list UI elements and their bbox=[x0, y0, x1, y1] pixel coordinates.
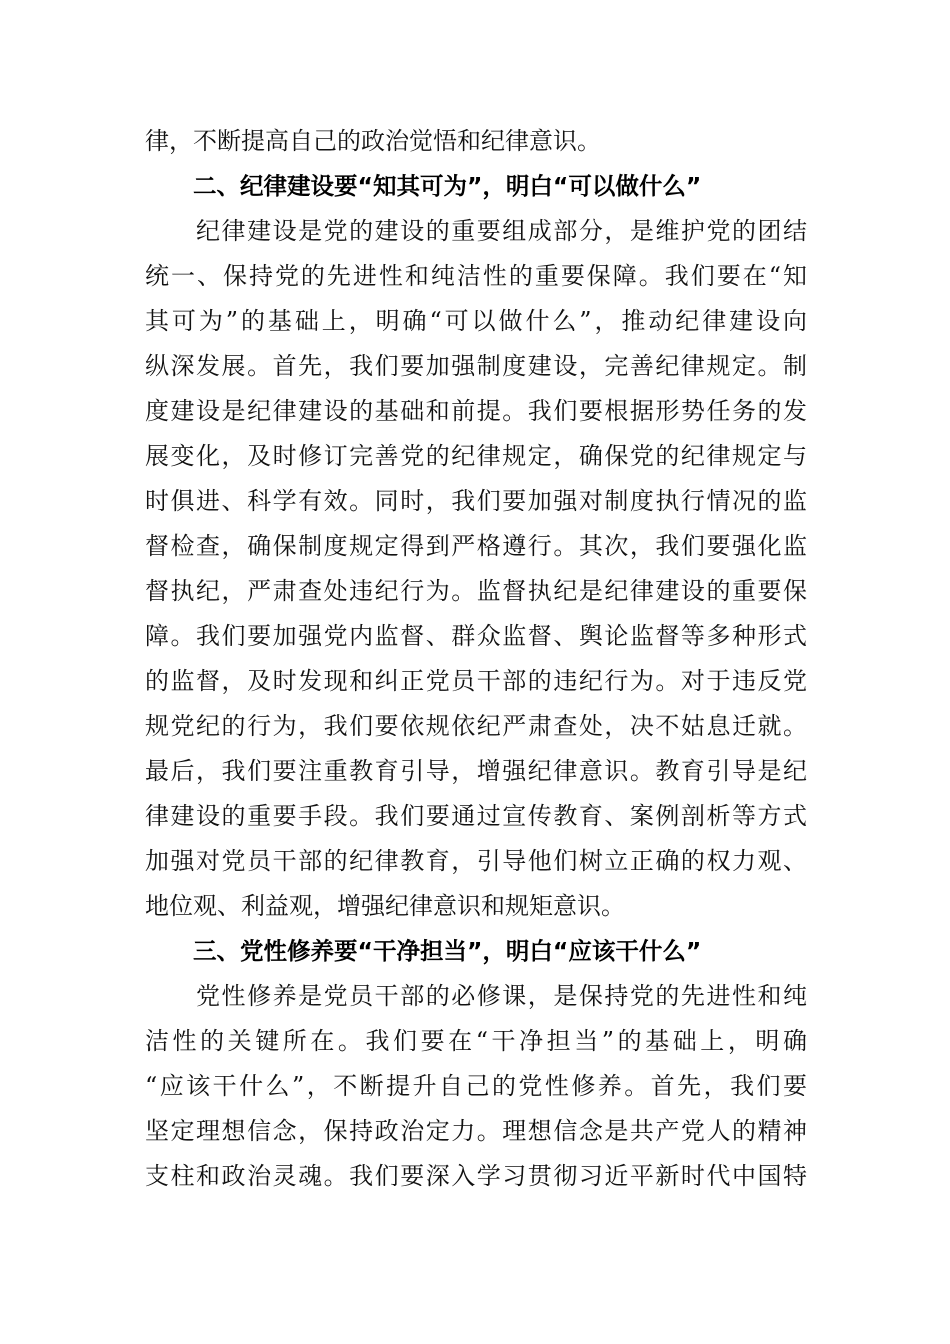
text-line: 党性修养是党员干部的必修课，是保持党的先进性和纯 bbox=[145, 982, 807, 1010]
text-line: 展变化，及时修订完善党的纪律规定，确保党的纪律规定与 bbox=[145, 442, 807, 470]
text-line: 度建设是纪律建设的基础和前提。我们要根据形势任务的发 bbox=[145, 397, 807, 425]
text-line: 加强对党员干部的纪律教育，引导他们树立正确的权力观、 bbox=[145, 847, 807, 875]
paragraph-discipline-building bbox=[145, 209, 807, 929]
paragraph-party-spirit bbox=[145, 974, 807, 1199]
text-line: 督执纪，严肃查处违纪行为。监督执纪是纪律建设的重要保 bbox=[145, 577, 807, 605]
text-line: 的监督，及时发现和纠正党员干部的违纪行为。对于违反党 bbox=[145, 667, 807, 695]
text-line: 督检查，确保制度规定得到严格遵行。其次，我们要强化监 bbox=[145, 532, 807, 560]
section-heading-2: 二、纪律建设要“知其可为”，明白“可以做什么” bbox=[193, 172, 702, 200]
text-line: 坚定理想信念，保持政治定力。理想信念是共产党人的精神 bbox=[145, 1117, 807, 1145]
text-line: 时俱进、科学有效。同时，我们要加强对制度执行情况的监 bbox=[145, 487, 807, 515]
text-line: 律建设的重要手段。我们要通过宣传教育、案例剖析等方式 bbox=[145, 802, 807, 830]
text-line: 统一、保持党的先进性和纯洁性的重要保障。我们要在“知 bbox=[145, 262, 807, 290]
document-body bbox=[145, 119, 807, 1199]
text-line: 支柱和政治灵魂。我们要深入学习贯彻习近平新时代中国特 bbox=[145, 1162, 807, 1190]
text-line: 纪律建设是党的建设的重要组成部分，是维护党的团结 bbox=[145, 217, 807, 245]
text-line: 最后，我们要注重教育引导，增强纪律意识。教育引导是纪 bbox=[145, 757, 807, 785]
text-line: 地位观、利益观，增强纪律意识和规矩意识。 bbox=[145, 892, 625, 920]
text-line: 洁性的关键所在。我们要在“干净担当”的基础上，明确 bbox=[145, 1027, 807, 1055]
text-line: 其可为”的基础上，明确“可以做什么”，推动纪律建设向 bbox=[145, 307, 807, 335]
text-line: 纵深发展。首先，我们要加强制度建设，完善纪律规定。制 bbox=[145, 352, 807, 380]
text-line: 律，不断提高自己的政治觉悟和纪律意识。 bbox=[145, 127, 601, 155]
text-line: “应该干什么”，不断提升自己的党性修养。首先，我们要 bbox=[145, 1072, 807, 1100]
paragraph-continuation bbox=[145, 119, 807, 164]
section-heading-3: 三、党性修养要“干净担当”，明白“应该干什么” bbox=[193, 937, 702, 965]
text-line: 规党纪的行为，我们要依规依纪严肃查处，决不姑息迁就。 bbox=[145, 712, 807, 740]
text-line: 障。我们要加强党内监督、群众监督、舆论监督等多种形式 bbox=[145, 622, 807, 650]
